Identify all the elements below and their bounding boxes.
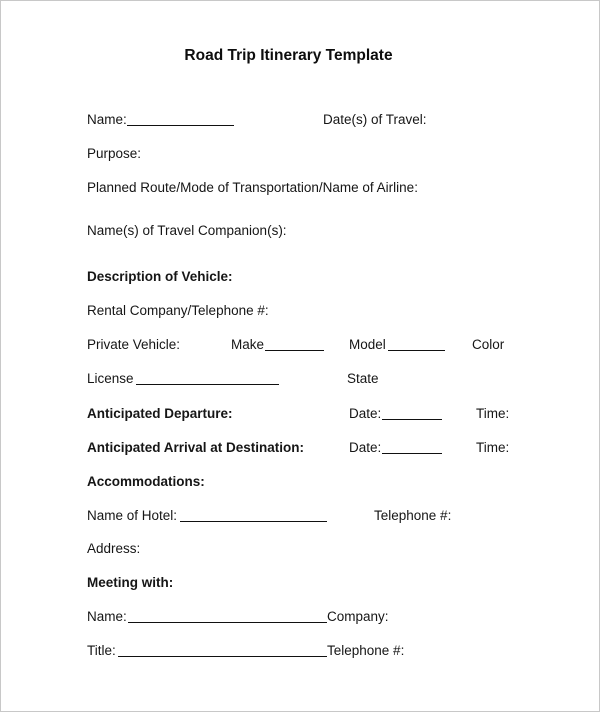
departure-date-field[interactable] [382,419,442,420]
planned-route-label: Planned Route/Mode of Transportation/Name of Airline: [87,180,418,195]
departure-label: Anticipated Departure: [87,406,233,421]
dates-of-travel-label: Date(s) of Travel: [323,112,427,127]
model-label: Model [349,337,386,352]
meeting-heading: Meeting with: [87,575,174,590]
vehicle-heading: Description of Vehicle: [87,269,233,284]
meeting-name-field[interactable] [128,622,327,623]
color-label: Color [472,337,505,352]
rental-company-label: Rental Company/Telephone #: [87,303,269,318]
arrival-label: Anticipated Arrival at Destination: [87,440,305,455]
address-label: Address: [87,541,141,556]
company-label: Company: [327,609,389,624]
meeting-name-label: Name: [87,609,127,624]
arrival-date-label: Date: [349,440,382,455]
model-field[interactable] [388,350,445,351]
name-label: Name: [87,112,127,127]
meeting-title-field[interactable] [118,656,327,657]
name-field[interactable] [127,125,234,126]
meeting-telephone-label: Telephone #: [327,643,405,658]
departure-date-label: Date: [349,406,382,421]
departure-time-label: Time: [476,406,510,421]
purpose-label: Purpose: [87,146,142,161]
meeting-title-label: Title: [87,643,116,658]
arrival-date-field[interactable] [382,453,442,454]
license-field[interactable] [136,384,279,385]
make-label: Make [231,337,265,352]
hotel-name-label: Name of Hotel: [87,508,178,523]
make-field[interactable] [265,350,324,351]
private-vehicle-label: Private Vehicle: [87,337,181,352]
arrival-time-label: Time: [476,440,510,455]
travel-companions-label: Name(s) of Travel Companion(s): [87,223,287,238]
hotel-name-field[interactable] [180,521,327,522]
hotel-telephone-label: Telephone #: [374,508,452,523]
accommodations-heading: Accommodations: [87,474,205,489]
license-label: License [87,371,134,386]
state-label: State [347,371,379,386]
page-title: Road Trip Itinerary Template [184,47,393,64]
